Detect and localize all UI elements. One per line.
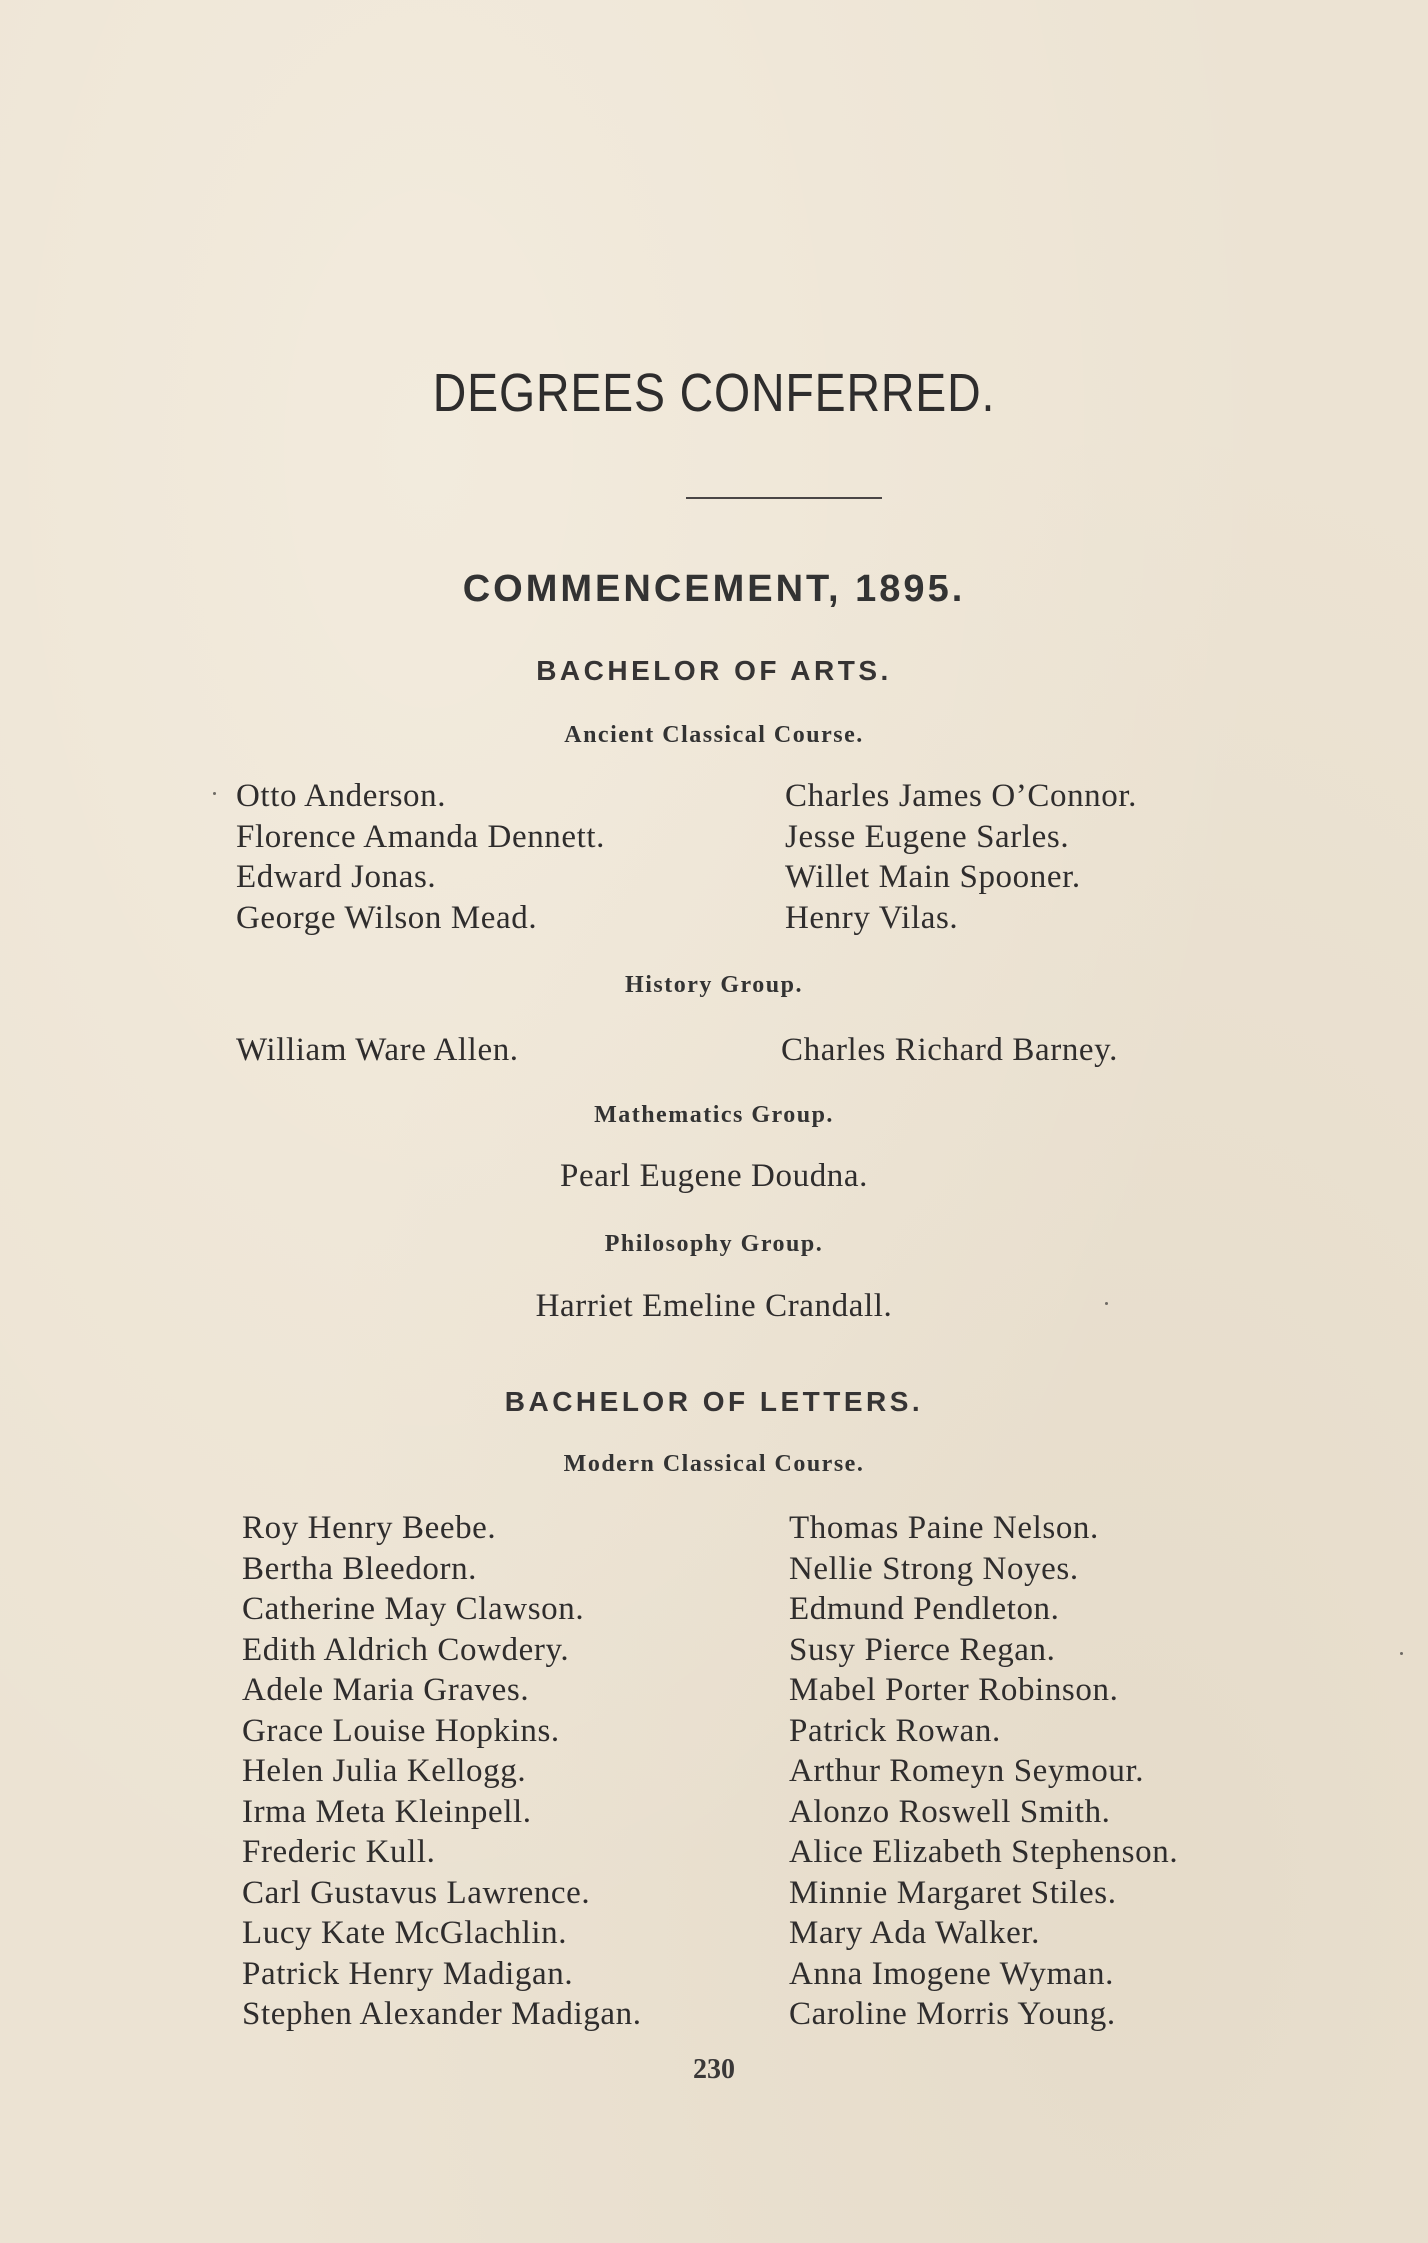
graduate-name: Bertha Bleedorn.: [242, 1550, 478, 1587]
graduate-name: Stephen Alexander Madigan.: [242, 1996, 642, 2032]
graduate-name: Patrick Rowan.: [789, 1712, 1001, 1749]
graduate-name: Carl Gustavus Lawrence.: [242, 1874, 591, 1911]
graduate-name: Pearl Eugene Doudna.: [560, 1158, 868, 1194]
graduate-name: Edith Aldrich Cowdery.: [242, 1631, 570, 1668]
graduate-name: Charles James O’Connor.: [785, 778, 1138, 814]
bachelor-of-arts-heading: BACHELOR OF ARTS.: [536, 655, 892, 686]
graduate-name: Patrick Henry Madigan.: [242, 1955, 574, 1992]
graduate-name: Mary Ada Walker.: [789, 1915, 1041, 1951]
graduate-name: Willet Main Spooner.: [785, 859, 1081, 895]
graduate-name: Irma Meta Kleinpell.: [242, 1793, 532, 1830]
philosophy-group-label: Philosophy Group.: [604, 1231, 824, 1257]
ancient-classical-course-label: Ancient Classical Course.: [564, 722, 864, 748]
paper-speck: [1400, 1652, 1403, 1655]
graduate-name: Harriet Emeline Crandall.: [535, 1288, 893, 1324]
graduate-name: Nellie Strong Noyes.: [789, 1550, 1079, 1587]
modern-classical-course-label: Modern Classical Course.: [563, 1451, 865, 1477]
paper-speck: [1105, 1302, 1108, 1305]
graduate-name: Susy Pierce Regan.: [789, 1631, 1056, 1668]
modern-classical-left-column: [242, 1508, 642, 2035]
graduate-name: Arthur Romeyn Seymour.: [789, 1753, 1145, 1789]
graduate-name: Otto Anderson.: [236, 778, 447, 814]
graduate-name: Helen Julia Kellogg.: [242, 1753, 527, 1789]
graduate-name: Minnie Margaret Stiles.: [789, 1874, 1117, 1911]
graduate-name: Caroline Morris Young.: [789, 1996, 1116, 2032]
graduate-name: Henry Vilas.: [785, 899, 959, 936]
graduate-name: Mabel Porter Robinson.: [789, 1672, 1119, 1708]
graduate-name: Catherine May Clawson.: [242, 1591, 585, 1627]
bachelor-of-letters-heading: BACHELOR OF LETTERS.: [504, 1386, 924, 1417]
graduate-name: Edward Jonas.: [236, 859, 437, 895]
graduate-name: Florence Amanda Dennett.: [236, 818, 606, 855]
title-divider: [686, 497, 882, 499]
ancient-classical-right-column: [785, 776, 1137, 938]
graduate-name: Grace Louise Hopkins.: [242, 1712, 560, 1749]
graduate-name: Edmund Pendleton.: [789, 1591, 1060, 1627]
modern-classical-right-column: [789, 1508, 1178, 2035]
commencement-heading: COMMENCEMENT, 1895.: [462, 568, 966, 610]
graduate-name: William Ware Allen.: [236, 1032, 519, 1068]
graduate-name: Adele Maria Graves.: [242, 1672, 530, 1708]
history-group-label: History Group.: [625, 972, 803, 998]
graduate-name: Roy Henry Beebe.: [242, 1510, 497, 1546]
mathematics-group-label: Mathematics Group.: [594, 1102, 834, 1128]
graduate-name: Alonzo Roswell Smith.: [789, 1793, 1111, 1830]
page-title: DEGREES CONFERRED.: [432, 363, 996, 423]
history-left-column: [236, 1030, 519, 1071]
graduate-name: Charles Richard Barney.: [781, 1032, 1118, 1068]
history-right-column: [781, 1030, 1118, 1071]
graduate-name: Anna Imogene Wyman.: [789, 1955, 1114, 1992]
graduate-name: Alice Elizabeth Stephenson.: [789, 1834, 1179, 1870]
graduate-name: Frederic Kull.: [242, 1834, 436, 1870]
paper-speck: [213, 792, 216, 795]
ancient-classical-left-column: [236, 776, 605, 938]
graduate-name: Jesse Eugene Sarles.: [785, 818, 1070, 855]
graduate-name: George Wilson Mead.: [236, 899, 538, 936]
graduate-name: Lucy Kate McGlachlin.: [242, 1915, 568, 1951]
graduate-name: Thomas Paine Nelson.: [789, 1510, 1099, 1546]
page-number: 230: [693, 2054, 735, 2085]
